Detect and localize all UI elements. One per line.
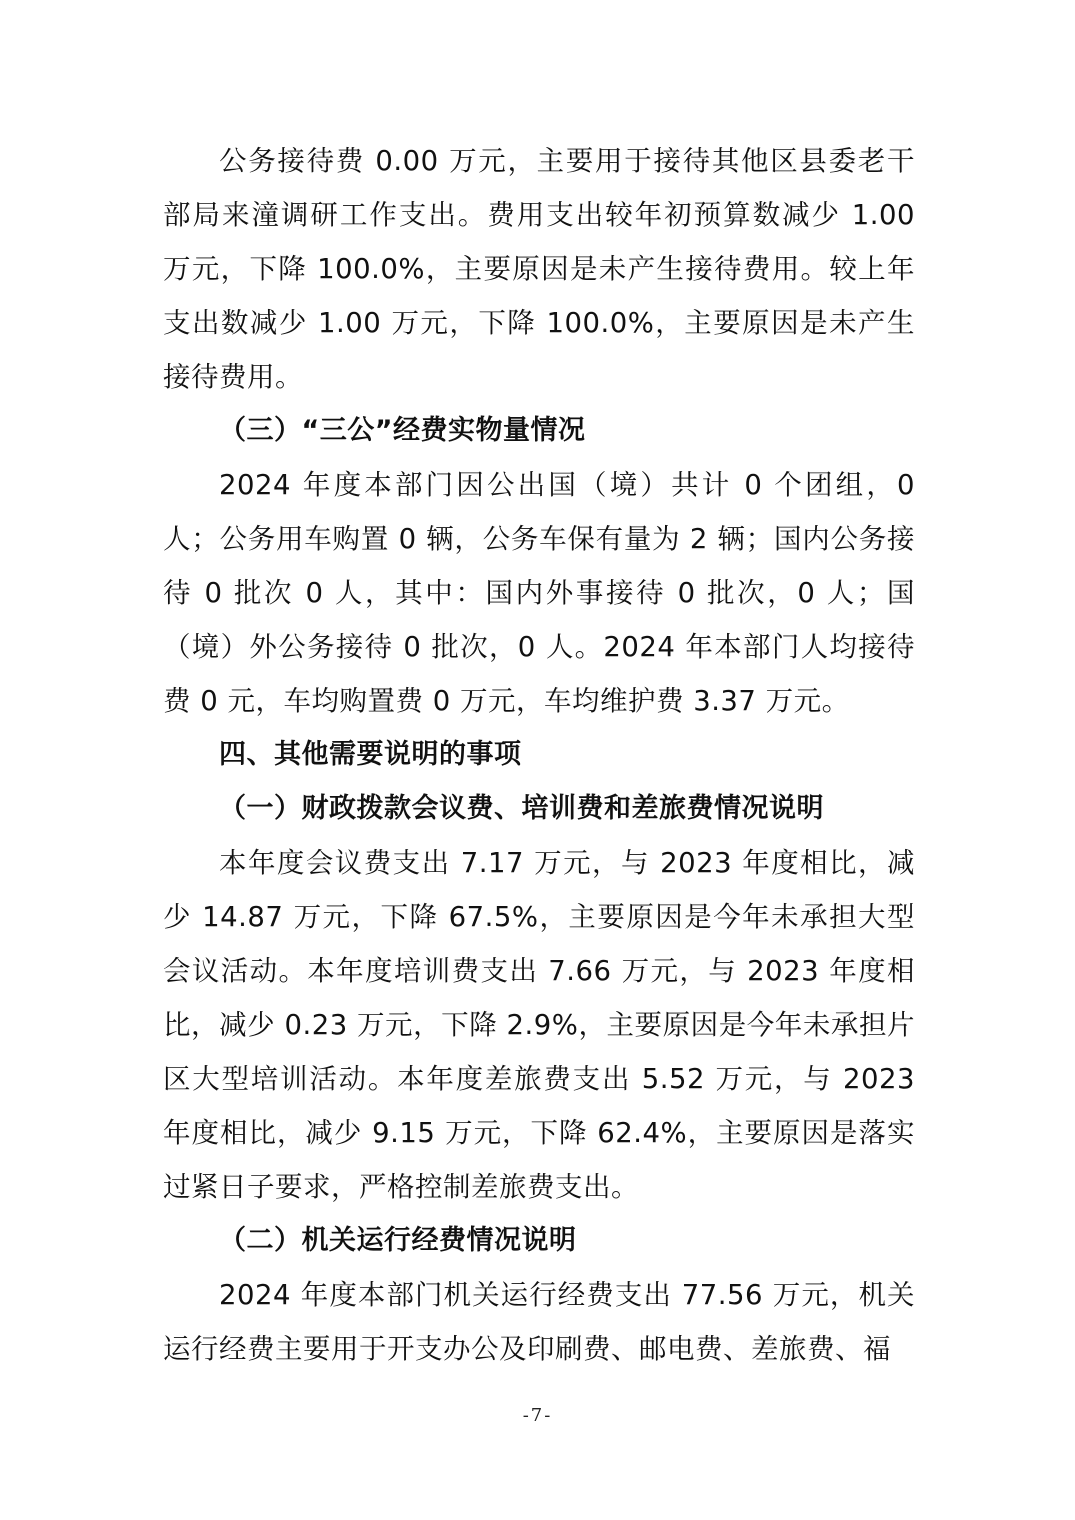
heading-meeting-training-travel: （一）财政拨款会议费、培训费和差旅费情况说明	[219, 793, 824, 824]
paragraph-physical-quantities: 2024 年度本部门因公出国（境）共计 0 个团组，0 人；公务用车购置 0 辆，公务车保有量为 2 辆；国内公务接待 0 批次 0 人，其中：国内外事接待 0 批次，0 人；国（境）外公务接待 0 批次，0 人。2024 年本部门人均接待费 0 元，车均购置费 0 万元，车均维护费 3.37 万元。	[163, 469, 915, 717]
heading-other-matters: 四、其他需要说明的事项	[219, 739, 522, 770]
page-number: -7-	[522, 1405, 553, 1426]
page-content	[163, 134, 915, 1376]
heading-operating-expenses: （二）机关运行经费情况说明	[219, 1225, 577, 1256]
paragraph-meeting-training-travel: 本年度会议费支出 7.17 万元，与 2023 年度相比，减少 14.87 万元，下降 67.5%，主要原因是今年未承担大型会议活动。本年度培训费支出 7.66 万元，与 2023 年度相比，减少 0.23 万元，下降 2.9%，主要原因是今年未承担片区大型培训活动。本年度差旅费支出 5.52 万元，与 2023 年度相比，减少 9.15 万元，下降 62.4%，主要原因是落实过紧日子要求，严格控制差旅费支出。	[163, 847, 915, 1203]
paragraph-reception-expense: 公务接待费 0.00 万元，主要用于接待其他区县委老干部局来潼调研工作支出。费用支出较年初预算数减少 1.00 万元，下降 100.0%，主要原因是未产生接待费用。较上年支出数减少 1.00 万元，下降 100.0%，主要原因是未产生接待费用。	[163, 145, 915, 393]
paragraph-operating-expenses: 2024 年度本部门机关运行经费支出 77.56 万元，机关运行经费主要用于开支办公及印刷费、邮电费、差旅费、福	[163, 1279, 915, 1365]
heading-three-public-physical: （三）“三公”经费实物量情况	[219, 415, 586, 446]
